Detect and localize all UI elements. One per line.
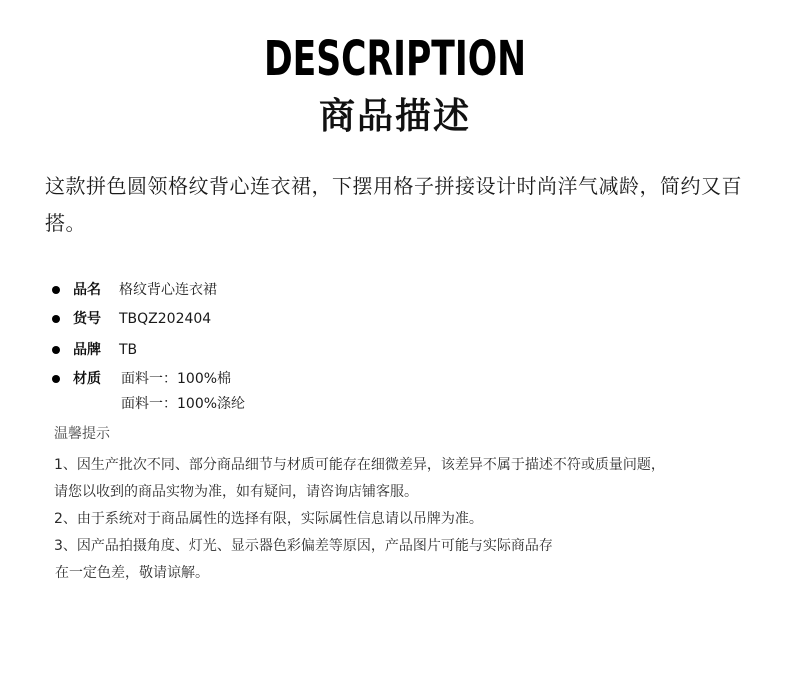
notice-line: 1、因生产批次不同、部分商品细节与材质可能存在细微差异，该差异不属于描述不符或质量问题，: [54, 457, 665, 473]
product-description-text: 这款拼色圆领格纹背心连衣裙，下摆用格子拼接设计时尚洋气减龄，简约又百搭。: [45, 174, 742, 235]
spec-row-sku: [52, 309, 211, 329]
bullet-icon: [52, 346, 60, 354]
spec-value: TB: [119, 342, 138, 358]
material-value: 面料一：100%棉: [121, 371, 232, 387]
spec-row-brand: [52, 340, 137, 360]
notice-line: 在一定色差，敬请谅解。: [55, 565, 209, 581]
notice-line: 请您以收到的商品实物为准，如有疑问，请咨询店铺客服。: [54, 484, 418, 500]
spec-value: TBQZ202404: [119, 311, 212, 327]
notice-line: 3、因产品拍摄角度、灯光、显示器色彩偏差等原因，产品图片可能与实际商品存: [54, 538, 553, 554]
spec-label: 材质: [73, 371, 101, 387]
material-values: [121, 367, 245, 417]
spec-row-material: [52, 369, 245, 417]
spec-value: 格纹背心连衣裙: [119, 282, 217, 298]
bullet-icon: [52, 286, 60, 294]
title-english: DESCRIPTION: [263, 31, 527, 87]
notice-line: 2、由于系统对于商品属性的选择有限，实际属性信息请以吊牌为准。: [54, 511, 483, 527]
notice-title: 温馨提示: [54, 426, 110, 442]
material-value: 面料一：100%涤纶: [121, 396, 246, 412]
spec-label: 品牌: [73, 342, 101, 358]
spec-label: 品名: [73, 282, 101, 298]
bullet-icon: [52, 375, 60, 383]
title-chinese: 商品描述: [318, 96, 471, 137]
spec-row-name: [52, 280, 217, 300]
spec-label: 货号: [73, 311, 101, 327]
bullet-icon: [52, 315, 60, 323]
warm-notice: [54, 424, 754, 587]
